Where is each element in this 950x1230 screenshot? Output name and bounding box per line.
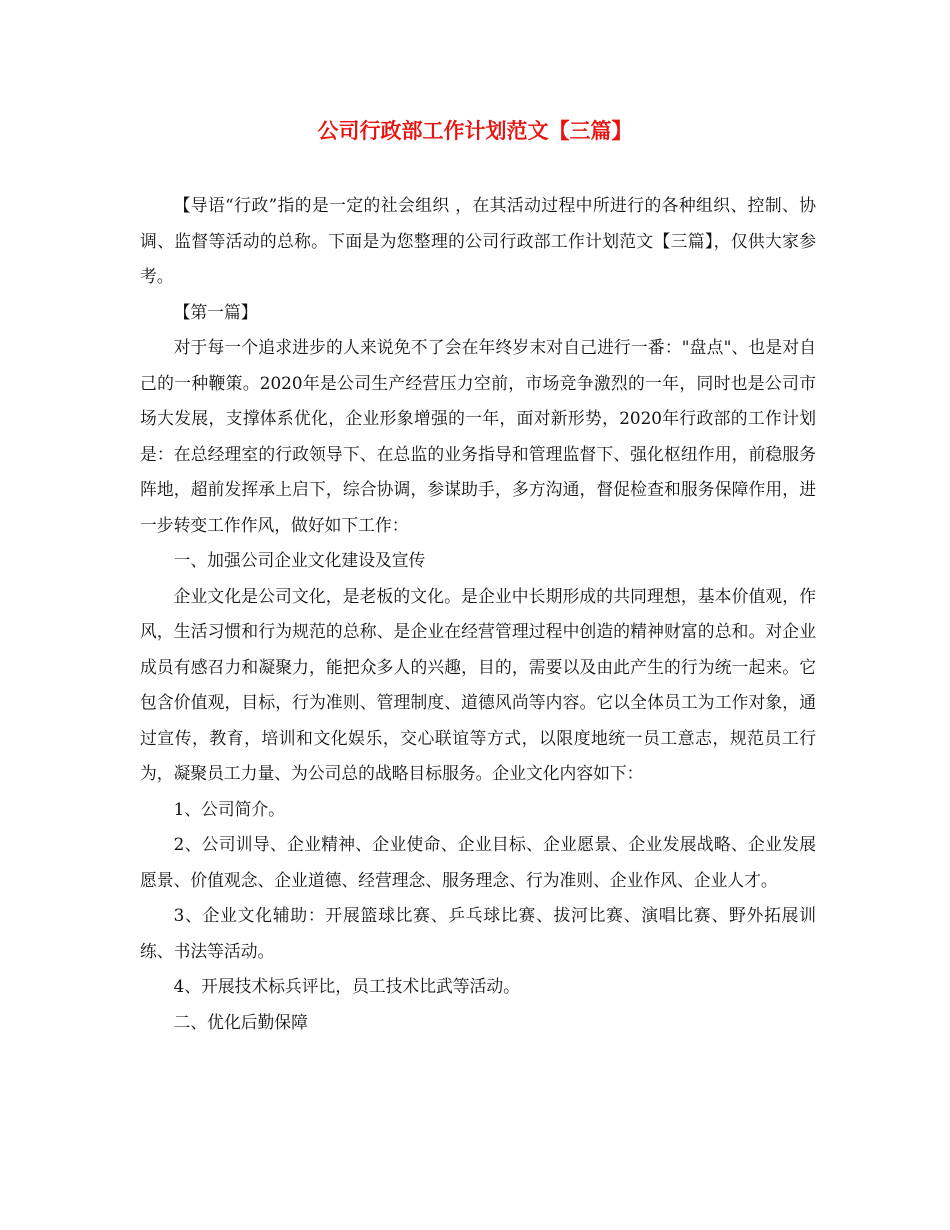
list-item: 2、公司训导、企业精神、企业使命、企业目标、企业愿景、企业发展战略、企业发展愿景、价值观念、企业道德、经营理念、服务理念、行为准则、企业作风、企业人才。 — [140, 834, 816, 890]
list-item: 4、开展技术标兵评比，员工技术比武等活动。 — [173, 976, 520, 996]
body-paragraph: 企业文化是公司文化，是老板的文化。是企业中长期形成的共同理想，基本价值观，作风，生活习惯和行为规范的总称、是企业在经营管理过程中创造的精神财富的总和。对企业成员有感召力和凝聚力，能把众多人的兴趣，目的，需要以及由此产生的行为统一起来。它包含价值观，目标，行为准则、管理制度、道德风尚等内容。它以全体员工为工作对象，通过宣传，教育，培训和文化娱乐，交心联谊等方式，以限度地统一员工意志，规范员工行为，凝聚员工力量、为公司总的战略目标服务。企业文化内容如下： — [140, 585, 816, 783]
list-item: 3、企业文化辅助：开展篮球比赛、乒乓球比赛、拔河比赛、演唱比赛、野外拓展训练、书法等活动。 — [140, 905, 816, 961]
intro-paragraph: 【导语“行政”指的是一定的社会组织 ，在其活动过程中所进行的各种组织、控制、协调、监督等活动的总称。下面是为您整理的公司行政部工作计划范文【三篇】，仅供大家参考。 — [140, 195, 816, 286]
section-heading-part-one: 【第一篇】 — [173, 301, 258, 322]
list-item: 1、公司简介。 — [173, 798, 285, 819]
document-body — [140, 188, 816, 1040]
section-heading: 一、加强公司企业文化建设及宣传 — [173, 550, 426, 570]
body-paragraph: 对于每一个追求进步的人来说免不了会在年终岁末对自己进行一番："盘点"、也是对自己的一种鞭策。2020年是公司生产经营压力空前，市场竞争激烈的一年，同时也是公司市场大发展，支撑体系优化，企业形象增强的一年，面对新形势，2020年行政部的工作计划是：在总经理室的行政领导下、在总监的业务指导和管理监督下、强化枢纽作用，前稳服务阵地，超前发挥承上启下，综合协调，参谋助手，多方沟通，督促检查和服务保障作用，进一步转变工作作风，做好如下工作： — [140, 337, 816, 535]
document-title: 公司行政部工作计划范文【三篇】 — [317, 118, 633, 143]
section-heading: 二、优化后勤保障 — [173, 1011, 308, 1032]
